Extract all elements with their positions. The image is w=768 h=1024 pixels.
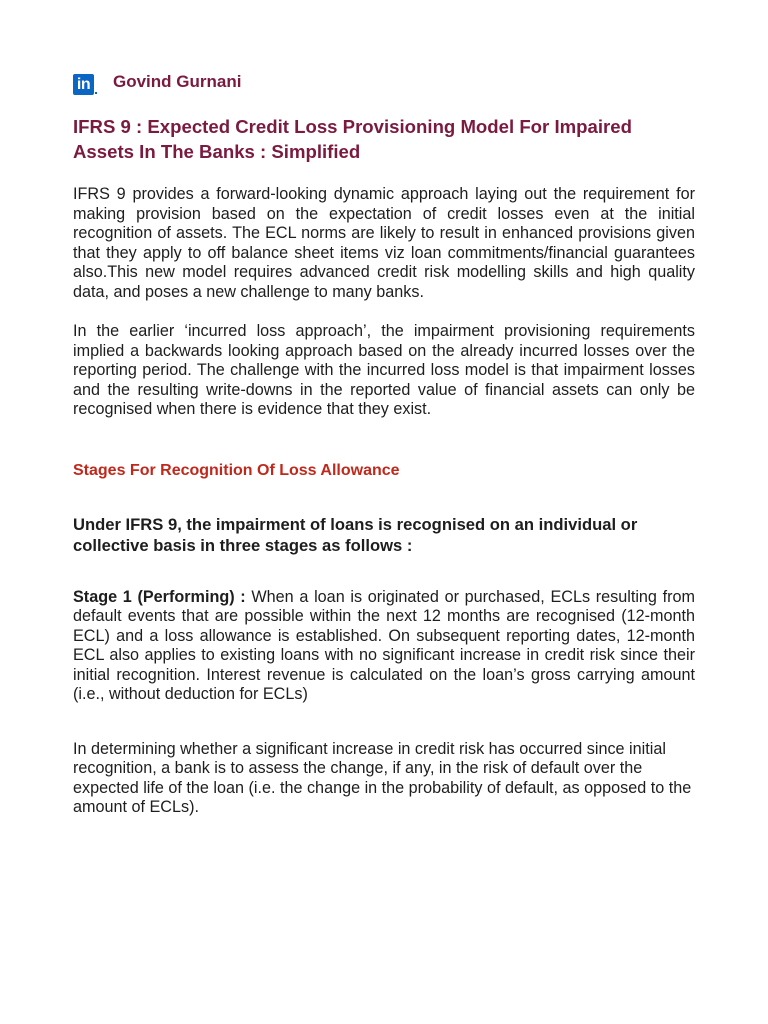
section-heading-stages: Stages For Recognition Of Loss Allowance <box>73 461 400 479</box>
article-page <box>73 68 695 818</box>
stage-1-body: When a loan is originated or purchased, ECLs resulting from default events that are possible within the next 12 months are recognised (12-month ECL) and a loss allowance is established. On subsequent reporting dates, 12-month ECL also applies to existing loans with no significant increase in credit risk since their initial recognition. Interest revenue is calculated on the loan’s gross carrying amount (i.e., without deduction for ECLs) <box>73 587 695 703</box>
author-name[interactable]: Govind Gurnani <box>113 72 242 91</box>
paragraph-incurred-loss: In the earlier ‘incurred loss approach’, the impairment provisioning requirements implied a backwards looking approach based on the already incurred losses over the reporting period. The challenge with the incurred loss model is that impairment losses and the resulting write-downs in the reported value of financial assets can only be recognised when there is evidence that they exist. <box>73 322 695 418</box>
paragraph-stage-1 <box>73 588 695 705</box>
stage-1-lead: Stage 1 (Performing) : <box>73 587 246 606</box>
linkedin-icon[interactable] <box>73 74 94 95</box>
author-row <box>73 68 695 96</box>
article-title: IFRS 9 : Expected Credit Loss Provisioning Model For Impaired Assets In The Banks : Simplified <box>73 116 632 162</box>
linkedin-icon-text: in <box>76 75 91 93</box>
paragraph-significant-increase: In determining whether a significant increase in credit risk has occurred since initial recognition, a bank is to assess the change, if any, in the risk of default over the expected life of the loan (i.e. the change in the probability of default, as opposed to the amount of ECLs). <box>73 739 692 816</box>
paragraph-forward-looking: IFRS 9 provides a forward-looking dynamic approach laying out the requirement for making provision based on the expectation of credit losses even at the initial recognition of assets. The ECL norms are likely to result in enhanced provisions given that they apply to off balance sheet items viz loan commitments/financial guarantees also.This new model requires advanced credit risk modelling skills and high quality data, and poses a new challenge to many banks. <box>73 185 695 301</box>
linkedin-icon-dot <box>95 92 97 94</box>
stages-intro: Under IFRS 9, the impairment of loans is recognised on an individual or collective basis in three stages as follows : <box>73 514 638 555</box>
